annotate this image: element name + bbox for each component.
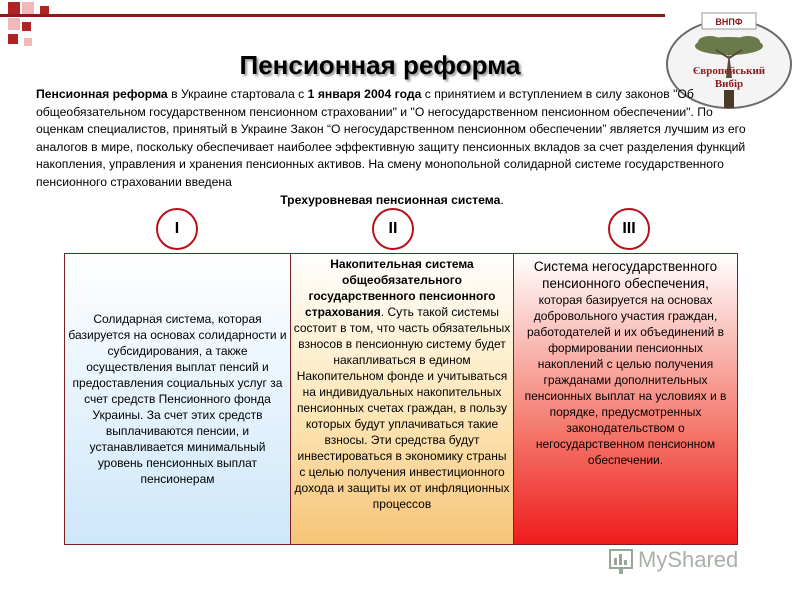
column-1-heading-punct: , xyxy=(211,312,215,326)
corner-square xyxy=(8,18,20,30)
intro-text-3: . xyxy=(500,192,504,207)
level-circle-3: III xyxy=(608,208,650,250)
column-2-heading-punct: . xyxy=(380,305,385,319)
logo-name-line1: Європейський xyxy=(692,65,766,77)
column-1-body: которая базируется на основах солидарности и субсидирования, а также осуществления выплат пенсий и предоставления социальных услуг за счет средств Пенсионного фонда Украины. За счет этих средств выплачиваются пенсии, и устанавливается минимальный уровень пенсионных выплат пенсионерам xyxy=(68,312,287,486)
watermark-text: MyShared xyxy=(638,547,739,572)
logo-name-line2: Вибір xyxy=(714,78,744,90)
corner-square xyxy=(8,34,18,44)
pension-levels-table xyxy=(64,253,738,545)
chart-icon xyxy=(610,550,632,574)
column-1-heading: Солидарная система xyxy=(93,312,212,326)
corner-square xyxy=(24,38,32,46)
intro-text-2: с принятием и вступлением в силу законов "Об общеобязательном государственном пенсионном страховании" и "О негосударственном пенсионном обеспечении". По оценкам специалистов, принятый в Украине Закон “О негосударственном пенсионном обеспечении” является лучшим из его аналогов в мире, поскольку обеспечивает наиболее эффективную защиту пенсионных вкладов за счет разделения функций накопления, управления и хранения пенсионных активов. На смену монопольной солидарной системе государственного пенсионного страховании введена xyxy=(36,87,746,189)
intro-paragraph xyxy=(36,86,748,209)
page-title: Пенсионная реформа xyxy=(239,50,521,80)
corner-square xyxy=(22,22,31,31)
column-3-body: которая базируется на основах добровольного участия граждан, работодателей и их объединений в формировании пенсионных накоплений с целью получения гражданами дополнительных пенсионных выплат на условиях и в порядке, предусмотренных законодательством о негосударственном пенсионном обеспечении. xyxy=(524,293,727,467)
logo-top-text: ВНПФ xyxy=(715,17,743,27)
intro-lead: Пенсионная реформа xyxy=(36,87,168,101)
intro-date: 1 января 2004 года xyxy=(307,87,422,101)
corner-square xyxy=(22,2,34,14)
intro-system-line xyxy=(36,192,748,210)
intro-text-1: в Украине стартовала с xyxy=(167,87,308,101)
column-3-heading: Система негосударственного пенсионного обеспечения xyxy=(533,259,718,291)
level-circle-2: II xyxy=(372,208,414,250)
column-2-heading: Накопительная система общеобязательного государственного пенсионного страхования xyxy=(305,257,496,319)
intro-system: Трехуровневая пенсионная система xyxy=(280,192,501,207)
corner-square xyxy=(8,2,20,14)
column-solidarity xyxy=(65,254,291,544)
watermark-logo xyxy=(608,540,768,576)
level-circle-1: I xyxy=(156,208,198,250)
column-accumulative xyxy=(291,254,514,544)
column-3-heading-punct: , xyxy=(705,276,709,291)
header-rule xyxy=(0,14,665,17)
column-2-body: Суть такой системы состоит в том, что часть обязательных взносов в пенсионную систему будет накапливаться в едином Накопительном фонде и учитываться на индивидуальных накопительных пенсионных счетах граждан, в пользу которых будут уплачиваться такие взносы. Эти средства будут инвестироваться в экономику страны с целью получения инвестиционного дохода и защиты их от инфляционных процессов xyxy=(293,305,511,511)
column-non-state xyxy=(514,254,737,544)
